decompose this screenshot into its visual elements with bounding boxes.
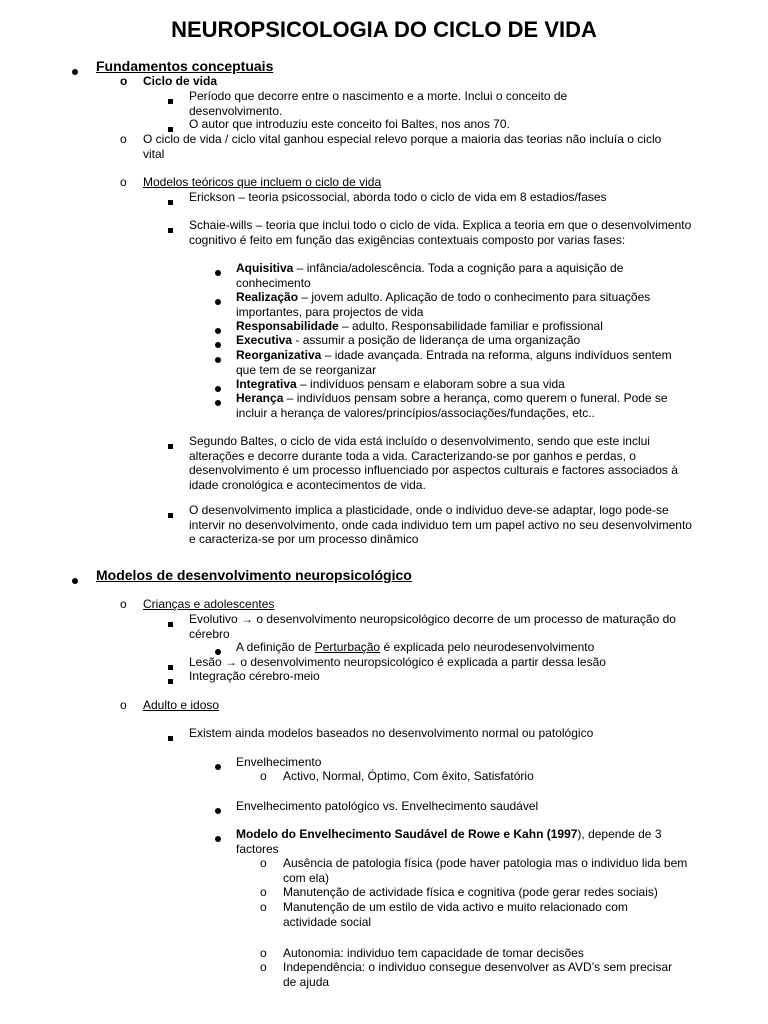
section-modelos (96, 567, 736, 584)
list-item: Schaie-wills – teoria que inclui todo o ciclo de vida. Explica a teoria em que o desenvolvimento cognitivo é feito em função das exigências contextuais composto por varias fases: (189, 218, 694, 247)
bullet-square-icon (168, 679, 173, 684)
bullet-square-icon (168, 99, 173, 104)
page-title: NEUROPSICOLOGIA DO CICLO DE VIDA (171, 17, 597, 42)
list-item-factor: o Ausência de patologia física (pode haver patologia mas o individuo lida bem com ela) (260, 856, 688, 885)
list-item: o Autonomia: individuo tem capacidade de tomar decisões (260, 946, 584, 960)
bullet-dot-icon (72, 69, 78, 75)
list-item: O autor que introduziu este conceito foi Baltes, nos anos 70. (189, 117, 709, 132)
bullet-circle-icon: o (120, 74, 128, 88)
list-item: o Activo, Normal, Óptimo, Com êxito, Satisfatório (260, 769, 534, 783)
list-item-fase: Reorganizativa – idade avançada. Entrada na reforma, alguns indivíduos sentem que tem de se reorganizar (236, 348, 676, 377)
bullet-dot-icon (215, 764, 221, 770)
list-item-criancas-title: o Crianças e adolescentes (120, 597, 275, 611)
bullet-dot-icon (215, 342, 221, 348)
bullet-circle-icon: o (120, 175, 127, 189)
list-item-fase: Realização – jovem adulto. Aplicação de todo o conhecimento para situações importantes, para projectos de vida (236, 290, 686, 319)
bullet-dot-icon (215, 836, 221, 842)
section-heading: Fundamentos conceptuais (96, 58, 274, 74)
list-item-fase: Herança – indivíduos pensam sobre a herança, como querem o funeral. Pode se incluir a herança de valores/princípios/associações/fundações, etc.. (236, 391, 696, 420)
list-item-fase: Aquisitiva – infância/adolescência. Toda a cognição para a aquisição de conhecimento (236, 261, 676, 290)
section-fundamentos (96, 58, 736, 75)
list-item-factor: o Manutenção de actividade física e cognitiva (pode gerar redes sociais) (260, 885, 658, 899)
list-item: O desenvolvimento implica a plasticidade, onde o individuo deve-se adaptar, logo pode-se intervir no desenvolvimento, onde cada individuo tem um papel activo no seu desenvolvimento e caracteriza-se por um processo dinâmico (189, 503, 694, 547)
list-item: Envelhecimento patológico vs. Envelhecimento saudável (236, 799, 696, 814)
bullet-dot-icon (215, 808, 221, 814)
bullet-dot-icon (215, 386, 221, 392)
list-item: o Independência: o individuo consegue desenvolver as AVD’s sem precisar de ajuda (260, 960, 673, 989)
list-item: Erickson – teoria psicossocial, aborda todo o ciclo de vida em 8 estadios/fases (189, 190, 709, 205)
bullet-circle-icon: o (260, 856, 267, 870)
bullet-circle-icon: o (260, 946, 267, 960)
bullet-dot-icon (215, 328, 221, 334)
bullet-circle-icon: o (260, 885, 267, 899)
bullet-square-icon (168, 200, 173, 205)
list-item: Envelhecimento (236, 755, 696, 770)
bullet-square-icon (168, 444, 173, 449)
list-item: o O ciclo de vida / ciclo vital ganhou especial relevo porque a maioria das teorias não incluía o ciclo vital (120, 132, 662, 161)
list-item: Segundo Baltes, o ciclo de vida está incluído o desenvolvimento, sendo que este inclui alterações e decorre durante toda a vida. Caracterizando-se por ganhos e perdas, o desenvolvimento é um processo influenciado por aspectos culturais e factores associados à idade cronológica e acontecimentos de vida. (189, 434, 694, 492)
bullet-dot-icon (72, 578, 78, 584)
list-item: A definição de Perturbação é explicada pelo neurodesenvolvimento (236, 640, 696, 655)
list-item-factor: o Manutenção de um estilo de vida activo e muito relacionado com actividade social (260, 900, 628, 929)
section-heading: Modelos de desenvolvimento neuropsicológico (96, 567, 412, 583)
bullet-circle-icon: o (260, 960, 267, 974)
list-item: Lesão → o desenvolvimento neuropsicológico é explicada a partir dessa lesão (189, 655, 704, 670)
list-item: Existem ainda modelos baseados no desenvolvimento normal ou patológico (189, 726, 704, 741)
bullet-circle-icon: o (260, 900, 267, 914)
bullet-circle-icon: o (120, 132, 127, 146)
bullet-square-icon (168, 736, 173, 741)
bullet-dot-icon (215, 299, 221, 305)
list-item-adulto-title: o Adulto e idoso (120, 698, 220, 712)
bullet-dot-icon (215, 270, 221, 276)
bullet-dot-icon (215, 357, 221, 363)
bullet-square-icon (168, 228, 173, 233)
bullet-circle-icon: o (120, 698, 127, 712)
bullet-square-icon (168, 622, 173, 627)
list-item: Período que decorre entre o nascimento e a morte. Inclui o conceito de desenvolvimento. (189, 89, 619, 118)
list-item: Integração cérebro-meio (189, 669, 704, 684)
list-item: Evolutivo → o desenvolvimento neuropsicológico decorre de um processo de maturação do cérebro (189, 612, 704, 641)
list-item-modelos-title: o Modelos teóricos que incluem o ciclo de vida (120, 175, 382, 189)
bullet-dot-icon (215, 400, 221, 406)
list-item-fase: Integrativa – indivíduos pensam e elaboram sobre a sua vida (236, 377, 696, 392)
list-item-fase: Responsabilidade – adulto. Responsabilidade familiar e profissional (236, 319, 696, 334)
bullet-square-icon (168, 665, 173, 670)
list-item-ciclo-title: o Ciclo de vida (120, 74, 218, 88)
bullet-circle-icon: o (120, 597, 127, 611)
bullet-circle-icon: o (260, 769, 267, 783)
list-item-fase: Executiva - assumir a posição de liderança de uma organização (236, 333, 696, 348)
bullet-square-icon (168, 513, 173, 518)
list-item-rowe-kahn: Modelo do Envelhecimento Saudável de Rowe e Kahn (1997), depende de 3 factores (236, 827, 698, 856)
